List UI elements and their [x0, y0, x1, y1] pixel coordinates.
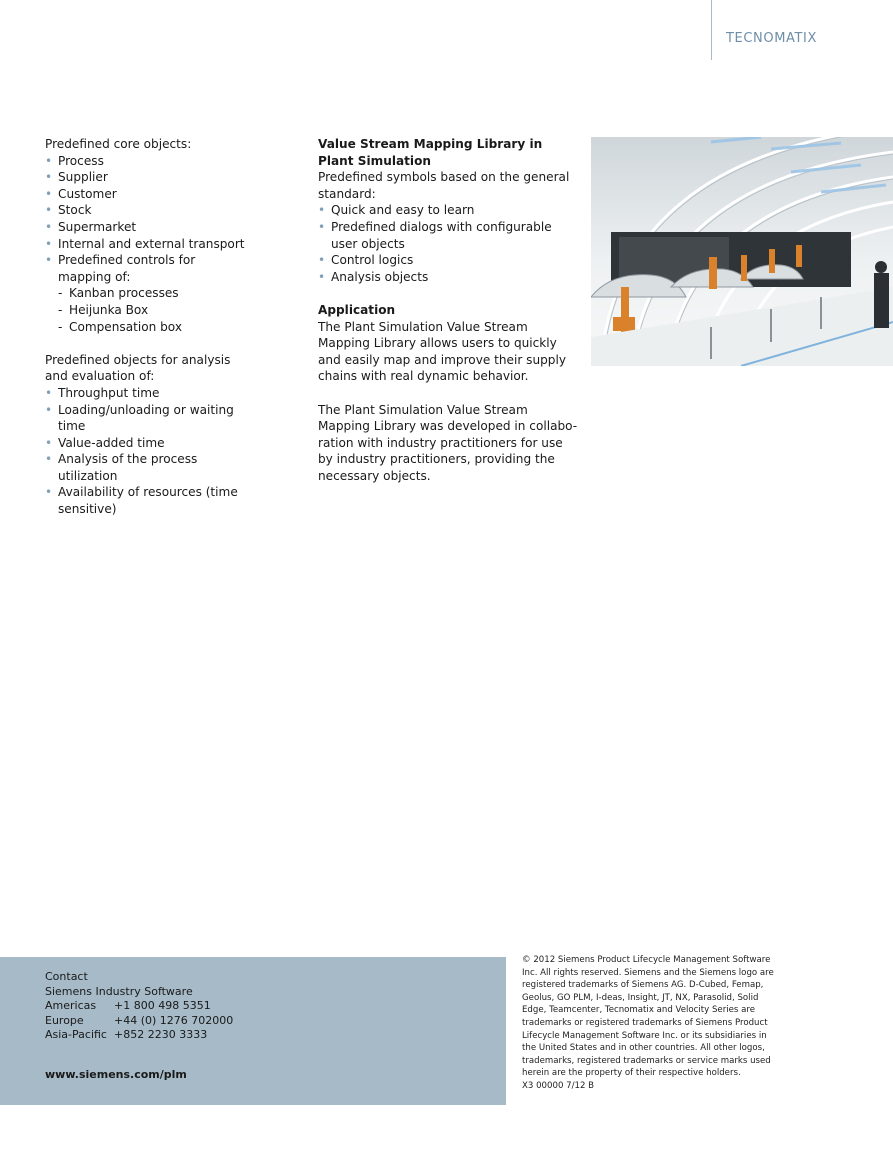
list-item: • Availability of resources (time sensitive) [45, 484, 245, 517]
application-paragraph-1: The Plant Simulation Value Stream Mapping Library allows users to quickly and easily map and improve their supply chains with real dynamic behavior. [318, 319, 567, 384]
company-name: Siemens Industry Software [45, 984, 193, 998]
middle-column [318, 136, 578, 484]
analysis-list [45, 385, 245, 518]
website-link[interactable]: www.siemens.com/plm [45, 1068, 187, 1081]
vsm-list [318, 202, 578, 285]
legal-notice [522, 954, 782, 1093]
list-item: • Analysis of the process utilization [45, 451, 245, 484]
brand-label: TECNOMATIX [726, 31, 817, 46]
region: Americas [45, 999, 97, 1013]
list-item: • Throughput time [45, 385, 245, 402]
phone: +44 (0) 1276 702000 [114, 1013, 234, 1027]
contact-row [45, 1028, 233, 1043]
factory-hall-image [591, 137, 893, 366]
core-objects-heading: Predefined core objects: [45, 137, 192, 151]
list-item: • Value-added time [45, 435, 245, 452]
contact-row [45, 1014, 233, 1029]
region: Europe [45, 1013, 84, 1027]
contact-row [45, 999, 233, 1014]
analysis-heading: Predefined objects for analysis and evaluation of: [45, 352, 231, 384]
region: Asia-Pacific [45, 1028, 107, 1042]
list-item: • Supermarket [45, 219, 245, 236]
contact-panel [0, 957, 506, 1105]
list-item: • Loading/unloading or waiting time [45, 402, 245, 435]
controls-sublist [45, 285, 245, 335]
contact-label: Contact [45, 970, 88, 983]
list-item: • Internal and external transport [45, 236, 245, 253]
list-item: • Predefined controls for mapping of: [45, 252, 245, 285]
phone: +852 2230 3333 [114, 1028, 208, 1042]
list-item: • Predefined dialogs with configurable user objects [318, 219, 578, 252]
sub-list-item: - Compensation box [45, 319, 245, 336]
vsm-heading: Value Stream Mapping Library in Plant Simulation [318, 137, 543, 168]
header-divider [711, 0, 712, 60]
list-item: • Quick and easy to learn [318, 202, 578, 219]
phone: +1 800 498 5351 [114, 999, 211, 1013]
copyright-text: © 2012 Siemens Product Lifecycle Management Software Inc. All rights reserved. Siemens and the Siemens logo are registered trademarks of Siemens AG. D-Cubed, Femap, Geolus, GO PLM, I-deas, Insight, JT, NX, Parasolid, Solid Edge, Teamcenter, Tecnomatix and Velocity Series are trademarks or registered trademarks of Siemens Product Lifecycle Management Software Inc. or its subsidiaries in the United States and in other countries. All other logos, trademarks, registered trademarks or service marks used herein are the property of their respective holders. [522, 955, 774, 1079]
sub-list-item: - Kanban processes [45, 285, 245, 302]
application-heading: Application [318, 302, 396, 317]
document-code: X3 00000 7/12 B [522, 1080, 595, 1091]
sub-list-item: - Heijunka Box [45, 302, 245, 319]
application-paragraph-2: The Plant Simulation Value Stream Mapping Library was developed in collabo-ration with industry practitioners for use by industry practitioners, providing the necessary objects. [318, 402, 578, 483]
list-item: • Control logics [318, 252, 578, 269]
vsm-intro: Predefined symbols based on the general standard: [318, 170, 570, 201]
list-item: • Process [45, 153, 245, 170]
list-item: • Customer [45, 186, 245, 203]
list-item: • Supplier [45, 169, 245, 186]
left-column [45, 136, 245, 518]
list-item: • Stock [45, 202, 245, 219]
core-objects-list [45, 153, 245, 286]
list-item: • Analysis objects [318, 269, 578, 286]
